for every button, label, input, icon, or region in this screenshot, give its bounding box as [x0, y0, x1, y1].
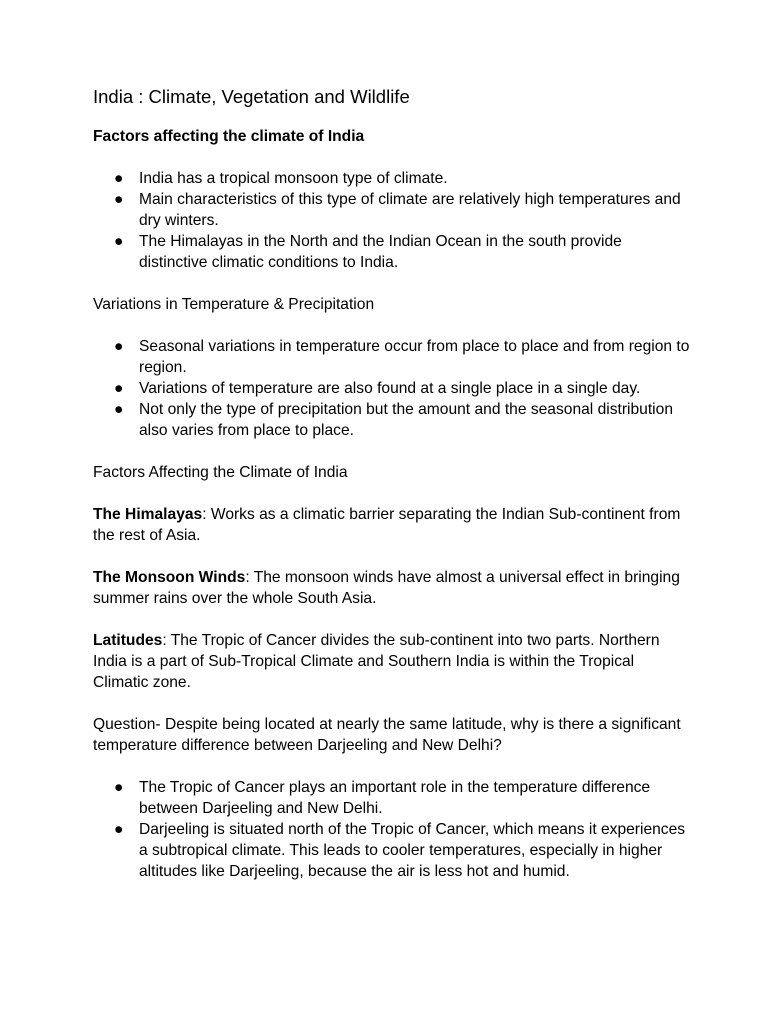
term-description: : The monsoon winds have almost a universal effect in bringing summer rains over the whole South Asia.	[93, 569, 680, 607]
list-item	[93, 189, 693, 231]
bullet-icon: ●	[114, 191, 124, 208]
list-item-text: Seasonal variations in temperature occur from place to place and from region to region.	[139, 338, 690, 376]
list-item	[93, 336, 693, 378]
bullet-icon: ●	[114, 779, 124, 796]
list-item	[93, 777, 693, 819]
section-heading-factors-affecting: Factors Affecting the Climate of India	[93, 464, 348, 481]
bullet-icon: ●	[114, 380, 124, 397]
list-item	[93, 168, 693, 189]
list-item-text: Not only the type of precipitation but the amount and the seasonal distribution also varies from place to place.	[139, 401, 673, 439]
paragraph-latitudes	[93, 630, 693, 693]
list-item	[93, 819, 693, 882]
term-label: The Himalayas	[93, 506, 203, 523]
list-item-text: Darjeeling is situated north of the Tropic of Cancer, which means it experiences a subtropical climate. This leads to cooler temperatures, especially in higher altitudes like Darjeeling, because the air is less hot and humid.	[139, 821, 686, 880]
bullet-list-climate-type	[93, 168, 693, 273]
list-item-text: India has a tropical monsoon type of climate.	[139, 170, 448, 187]
bullet-list-variations	[93, 336, 693, 441]
question-text: Question- Despite being located at nearly the same latitude, why is there a significant temperature difference between Darjeeling and New Delhi?	[93, 716, 681, 754]
list-item-text: Main characteristics of this type of climate are relatively high temperatures and dry winters.	[139, 191, 681, 229]
section-heading-variations: Variations in Temperature & Precipitation	[93, 296, 375, 313]
bullet-icon: ●	[114, 401, 124, 418]
term-label: Latitudes	[93, 632, 163, 649]
document-page	[93, 84, 693, 903]
list-item-text: The Himalayas in the North and the Indian Ocean in the south provide distinctive climatic conditions to India.	[139, 233, 622, 271]
list-item	[93, 399, 693, 441]
bullet-list-answer	[93, 777, 693, 882]
bullet-icon: ●	[114, 233, 124, 250]
document-title: India : Climate, Vegetation and Wildlife	[93, 86, 410, 107]
list-item-text: The Tropic of Cancer plays an important role in the temperature difference between Darjeeling and New Delhi.	[139, 779, 651, 817]
list-item-text: Variations of temperature are also found at a single place in a single day.	[139, 380, 641, 397]
bullet-icon: ●	[114, 821, 124, 838]
section-heading-factors: Factors affecting the climate of India	[93, 128, 365, 145]
term-label: The Monsoon Winds	[93, 569, 246, 586]
bullet-icon: ●	[114, 170, 124, 187]
list-item	[93, 231, 693, 273]
term-description: : Works as a climatic barrier separating the Indian Sub-continent from the rest of Asia.	[93, 506, 681, 544]
paragraph-himalayas	[93, 504, 693, 546]
list-item	[93, 378, 693, 399]
paragraph-monsoon-winds	[93, 567, 693, 609]
bullet-icon: ●	[114, 338, 124, 355]
term-description: : The Tropic of Cancer divides the sub-continent into two parts. Northern India is a part of Sub-Tropical Climate and Southern India is within the Tropical Climatic zone.	[93, 632, 660, 691]
